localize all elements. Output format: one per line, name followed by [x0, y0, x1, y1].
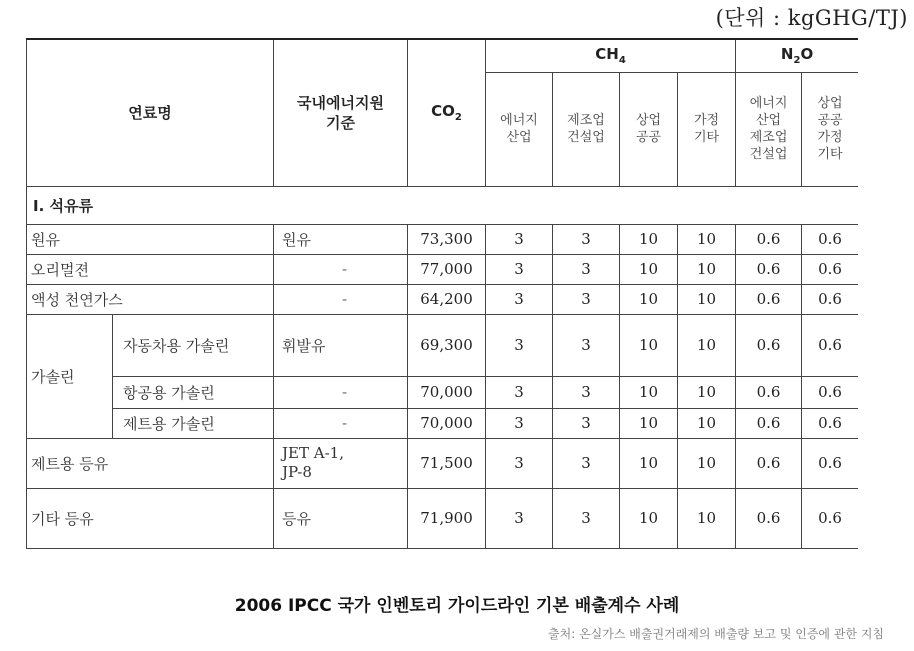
value-cell: 0.6: [802, 376, 858, 408]
header-co2: $CO_2$: [408, 39, 486, 186]
header-ch4-energy: 에너지 산업: [486, 72, 553, 186]
value-cell: 3: [553, 254, 620, 284]
co2-value: 73,300: [408, 224, 486, 254]
table-row: [27, 376, 859, 408]
fuel-name: 항공용 가솔린: [113, 376, 274, 408]
value-cell: 3: [486, 488, 553, 548]
source-note: 출처: 온실가스 배출권거래제의 배출량 보고 및 인증에 관한 지침: [548, 627, 884, 641]
value-cell: 10: [620, 376, 678, 408]
value-cell: 10: [678, 314, 736, 376]
domestic-standard: 등유: [274, 488, 408, 548]
value-cell: 3: [486, 284, 553, 314]
fuel-name: 자동차용 가솔린: [113, 314, 274, 376]
figure-caption: 2006 IPCC 국가 인벤토리 가이드라인 기본 배출계수 사례: [234, 596, 680, 616]
value-cell: 10: [620, 224, 678, 254]
value-cell: 3: [486, 254, 553, 284]
value-cell: 3: [486, 376, 553, 408]
value-cell: 0.6: [736, 254, 802, 284]
fuel-group-gasoline: 가솔린: [27, 314, 113, 438]
value-cell: 3: [553, 488, 620, 548]
header-ch4-commercial: 상업 공공: [620, 72, 678, 186]
co2-value: 70,000: [408, 376, 486, 408]
domestic-standard: -: [274, 408, 408, 438]
unit-label: (단위 : kgGHG/TJ): [715, 6, 908, 30]
value-cell: 0.6: [736, 284, 802, 314]
fuel-name: 제트용 가솔린: [113, 408, 274, 438]
co2-value: 69,300: [408, 314, 486, 376]
table-row: [27, 284, 859, 314]
value-cell: 10: [620, 284, 678, 314]
header-domestic-standard: 국내에너지원 기준: [274, 39, 408, 186]
value-cell: 0.6: [736, 314, 802, 376]
value-cell: 0.6: [802, 224, 858, 254]
value-cell: 0.6: [736, 376, 802, 408]
value-cell: 0.6: [802, 438, 858, 488]
value-cell: 0.6: [802, 254, 858, 284]
header-ch4: $CH_4$: [486, 39, 736, 72]
value-cell: 3: [486, 438, 553, 488]
table-row: [27, 408, 859, 438]
value-cell: 0.6: [736, 488, 802, 548]
header-ch4-manufacturing: 제조업 건설업: [553, 72, 620, 186]
domestic-standard: -: [274, 254, 408, 284]
domestic-standard: -: [274, 284, 408, 314]
value-cell: 0.6: [802, 314, 858, 376]
fuel-name: 기타 등유: [27, 488, 274, 548]
value-cell: 0.6: [736, 438, 802, 488]
co2-value: 64,200: [408, 284, 486, 314]
value-cell: 3: [553, 408, 620, 438]
value-cell: 0.6: [802, 488, 858, 548]
value-cell: 10: [678, 438, 736, 488]
value-cell: 10: [678, 254, 736, 284]
value-cell: 3: [553, 376, 620, 408]
value-cell: 10: [620, 488, 678, 548]
header-n2o: $N_2O$: [736, 39, 858, 72]
value-cell: 3: [486, 224, 553, 254]
value-cell: 10: [678, 408, 736, 438]
header-n2o-commercial: 상업 공공 가정 기타: [802, 72, 858, 186]
co2-value: 77,000: [408, 254, 486, 284]
table-row: [27, 254, 859, 284]
value-cell: 3: [486, 408, 553, 438]
domestic-standard: -: [274, 376, 408, 408]
co2-value: 70,000: [408, 408, 486, 438]
value-cell: 10: [620, 438, 678, 488]
header-fuel-name: 연료명: [27, 39, 274, 186]
fuel-name: 오리멀젼: [27, 254, 274, 284]
section-petroleum: Ⅰ. 석유류: [27, 186, 859, 224]
table-row: [27, 438, 859, 488]
value-cell: 3: [553, 314, 620, 376]
value-cell: 10: [620, 408, 678, 438]
fuel-name: 제트용 등유: [27, 438, 274, 488]
domestic-standard: JET A-1, JP-8: [274, 438, 408, 488]
header-n2o-energy: 에너지 산업 제조업 건설업: [736, 72, 802, 186]
fuel-name: 원유: [27, 224, 274, 254]
co2-value: 71,900: [408, 488, 486, 548]
value-cell: 10: [678, 488, 736, 548]
value-cell: 10: [620, 254, 678, 284]
value-cell: 3: [553, 284, 620, 314]
fuel-name: 액성 천연가스: [27, 284, 274, 314]
table-row: [27, 314, 859, 376]
value-cell: 3: [486, 314, 553, 376]
value-cell: 10: [620, 314, 678, 376]
emission-factor-table-wrap: [26, 38, 858, 565]
header-ch4-residential: 가정 기타: [678, 72, 736, 186]
value-cell: 3: [553, 224, 620, 254]
table-row: [27, 488, 859, 548]
value-cell: 0.6: [802, 284, 858, 314]
value-cell: 0.6: [736, 408, 802, 438]
domestic-standard: 원유: [274, 224, 408, 254]
value-cell: 3: [553, 438, 620, 488]
value-cell: 10: [678, 284, 736, 314]
value-cell: 0.6: [736, 224, 802, 254]
emission-factor-table: [26, 38, 858, 549]
value-cell: 10: [678, 376, 736, 408]
domestic-standard: 휘발유: [274, 314, 408, 376]
value-cell: 10: [678, 224, 736, 254]
co2-value: 71,500: [408, 438, 486, 488]
table-row: [27, 224, 859, 254]
value-cell: 0.6: [802, 408, 858, 438]
